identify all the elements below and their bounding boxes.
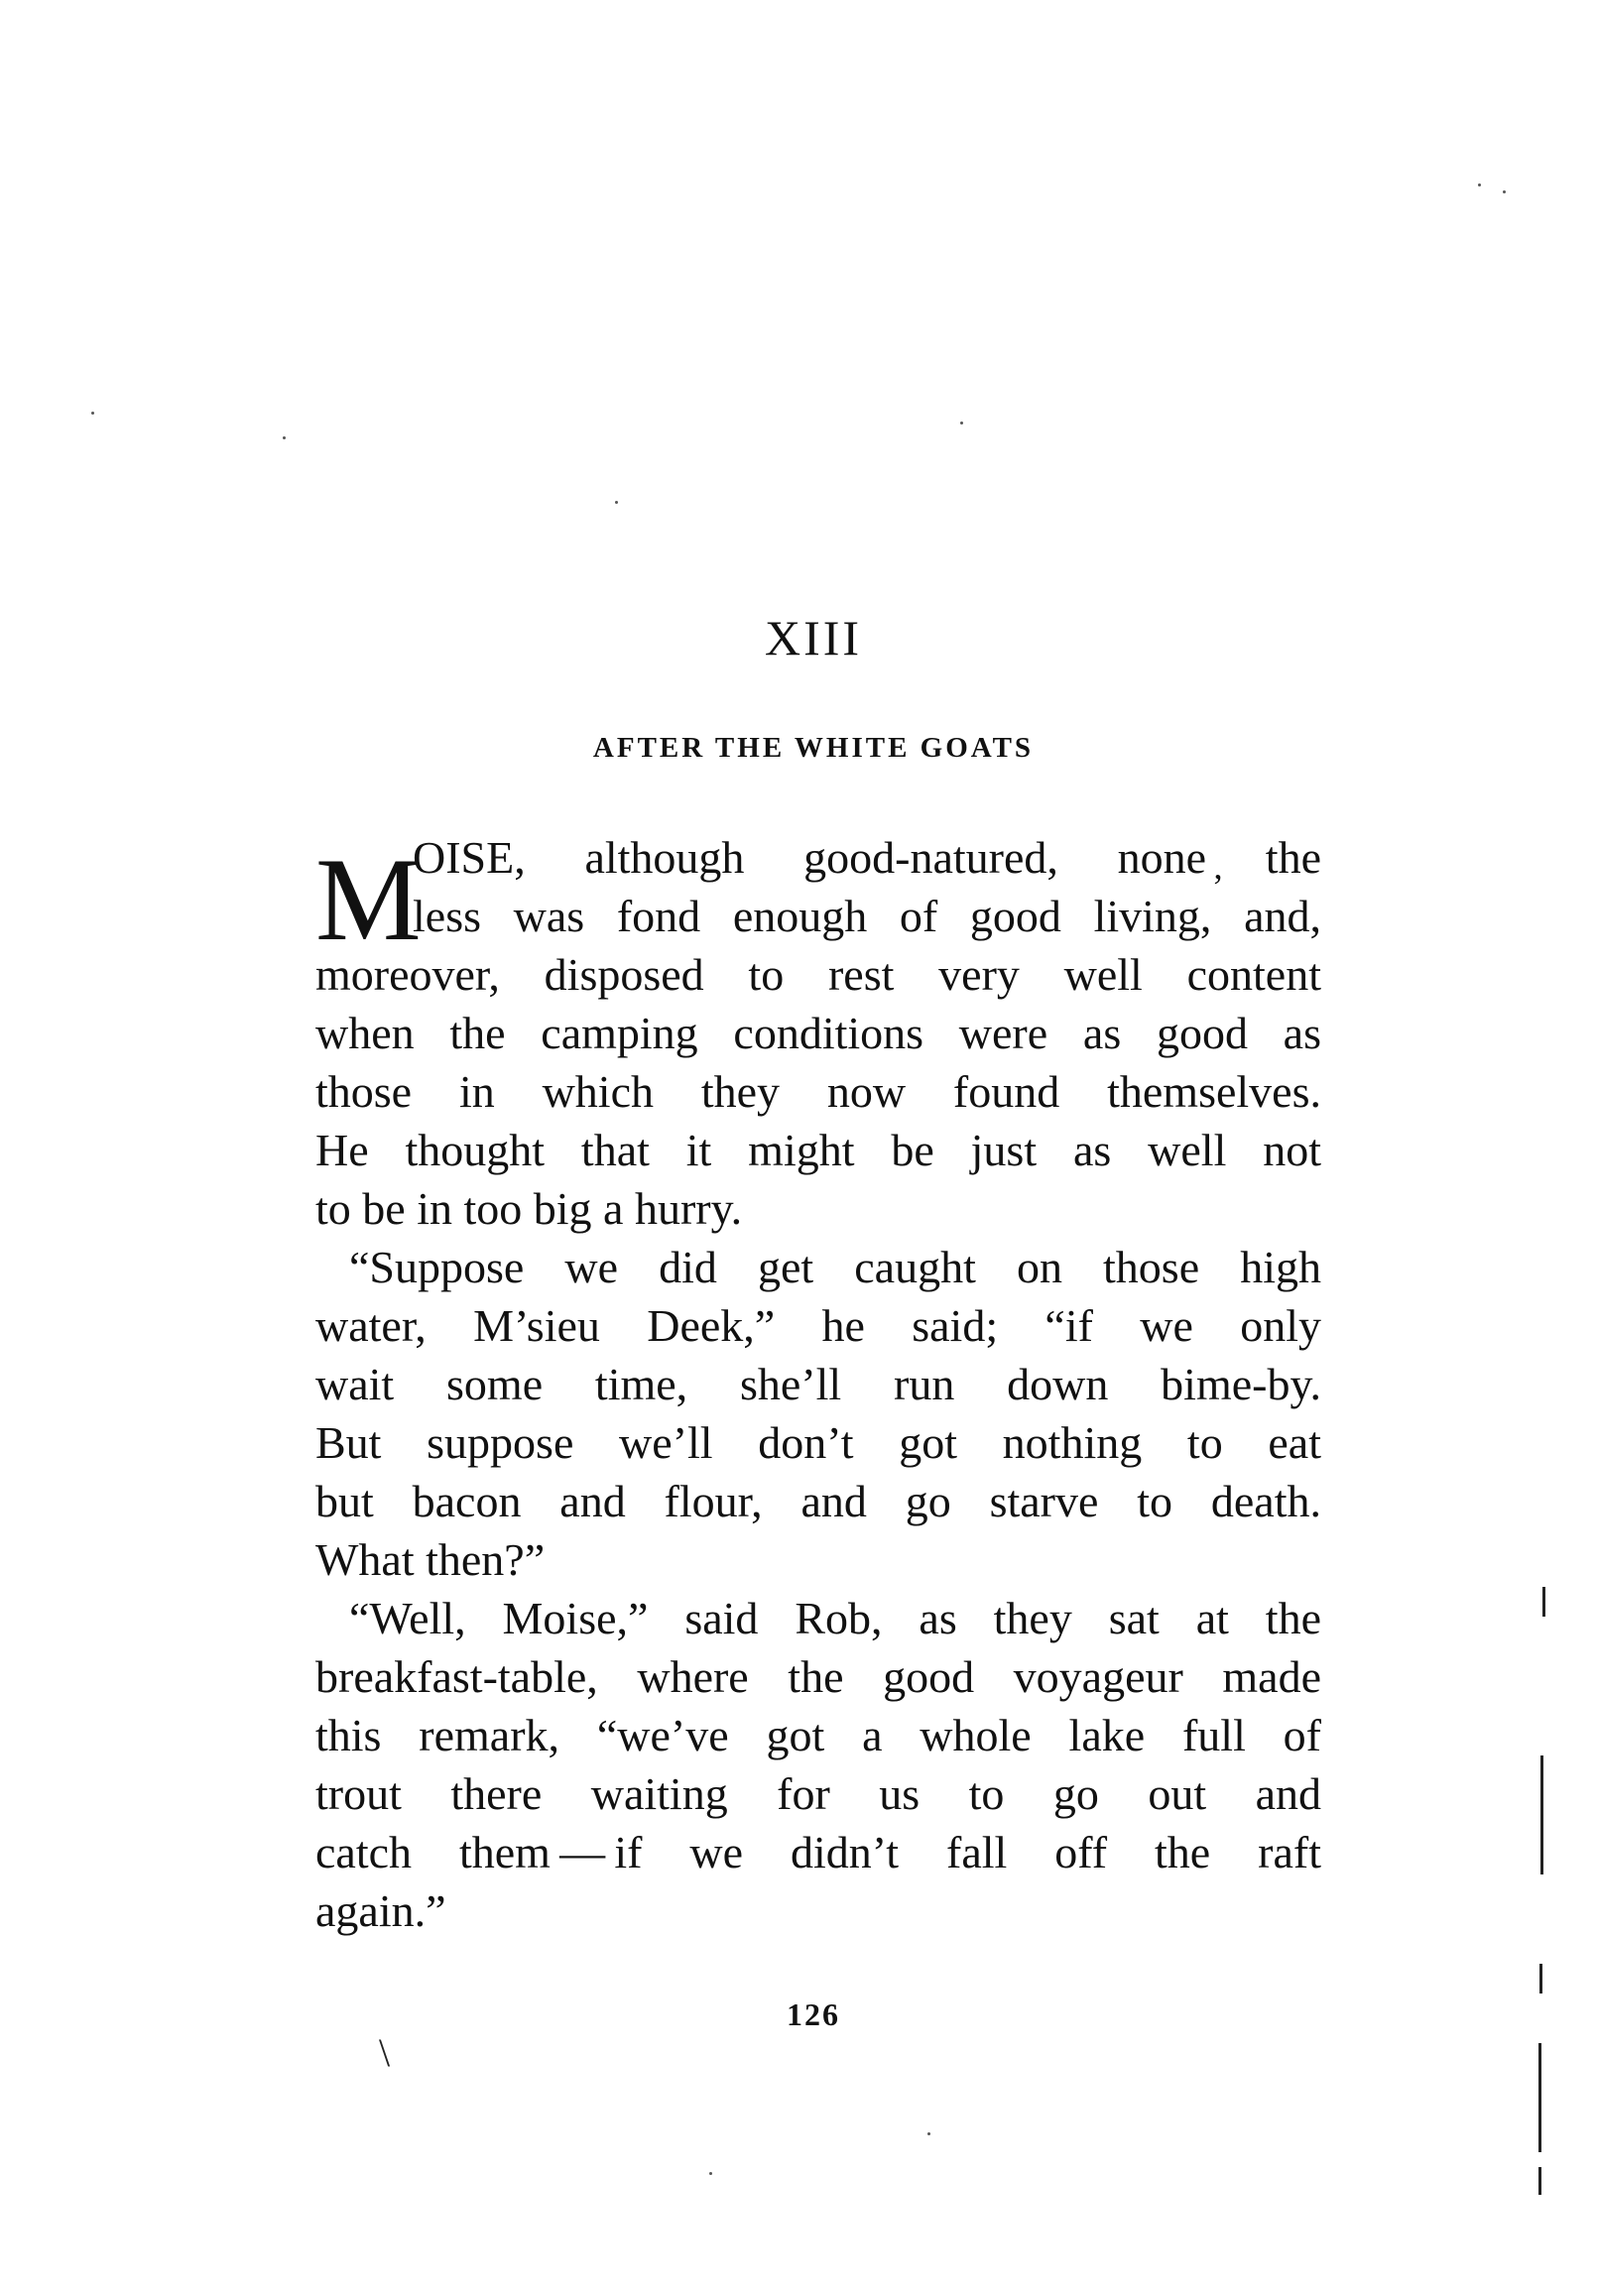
speck <box>960 422 963 424</box>
margin-mark <box>1540 1755 1543 1874</box>
text-line: wait some time, she’ll run down bime-by. <box>315 1359 1321 1409</box>
text-line: less was fond enough of good living, and, <box>413 891 1321 941</box>
text-line: OISE, although good-natured, none ̦the <box>413 832 1321 883</box>
text-line: “Suppose we did get caught on those high <box>349 1242 1321 1292</box>
text-line: this remark, “we’ve got a whole lake full of <box>315 1710 1321 1760</box>
text-line: But suppose we’ll don’t got nothing to eat <box>315 1417 1321 1468</box>
speck <box>283 436 286 439</box>
stray-mark: \ <box>379 2030 391 2075</box>
text-line: those in which they now found themselves. <box>315 1066 1321 1117</box>
text-line: again.” <box>315 1885 446 1936</box>
text-line: What then?” <box>315 1534 546 1585</box>
text-line: trout there waiting for us to go out and <box>315 1768 1321 1819</box>
text-line: to be in too big a hurry. <box>315 1183 743 1234</box>
margin-mark <box>1542 1587 1545 1617</box>
page-number: 126 <box>787 1996 840 2032</box>
text-line: water, M’sieu Deek,” he said; “if we only <box>315 1300 1321 1351</box>
text-line: when the camping conditions were as good as <box>315 1008 1321 1058</box>
speck <box>1478 183 1481 186</box>
speck <box>615 501 618 504</box>
chapter-title: AFTER THE WHITE GOATS <box>592 732 1035 764</box>
chapter-number: XIII <box>764 610 863 665</box>
text-line: He thought that it might be just as well not <box>315 1125 1321 1175</box>
margin-mark <box>1538 2167 1541 2195</box>
text-line: but bacon and flour, and go starve to death. <box>315 1476 1321 1526</box>
margin-mark <box>1539 1964 1542 1994</box>
speck <box>91 412 94 415</box>
text-line: breakfast-table, where the good voyageur made <box>315 1651 1321 1702</box>
margin-mark <box>1538 2043 1541 2152</box>
text-line: moreover, disposed to rest very well content <box>315 949 1321 1000</box>
speck <box>709 2172 712 2175</box>
text-line: catch them — if we didn’t fall off the raft <box>315 1827 1321 1877</box>
text-line: “Well, Moise,” said Rob, as they sat at the <box>349 1593 1321 1643</box>
speck <box>927 2132 930 2135</box>
drop-cap: M <box>315 833 422 965</box>
speck <box>1503 190 1506 193</box>
